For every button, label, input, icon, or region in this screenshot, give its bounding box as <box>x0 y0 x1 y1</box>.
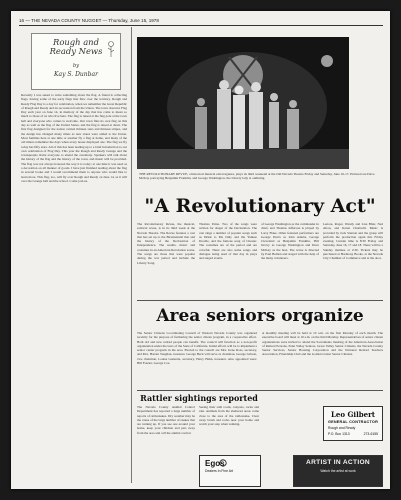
ad-gilbert-address: Rough and Ready <box>328 426 356 430</box>
ad-artist-in-action <box>293 455 383 487</box>
ad-gilbert-box: P.O. Box 1313 <box>328 432 350 436</box>
flower-icon <box>106 40 116 58</box>
page-header: 16 — THE NEVADA COUNTY NUGGET — Thursday, June 15, 1978 <box>19 18 159 23</box>
column-art-header <box>31 33 121 90</box>
ad-art-sub: Watch the artist at work <box>320 469 356 473</box>
header-rule <box>19 25 383 26</box>
column-author: Kay S. Dunbar <box>54 71 98 78</box>
stage-photo <box>137 37 349 169</box>
headline-revolutionary-act: "A Revolutionary Act" <box>144 195 376 217</box>
headline-rattler-sightings: Rattler sightings reported <box>140 393 258 403</box>
column-byline: by <box>72 63 80 69</box>
ad-egos-logo-icon <box>219 459 227 467</box>
ad-egos-tagline: Dealers In Fine Art <box>205 469 234 473</box>
headline-area-seniors: Area seniors organize <box>156 306 364 326</box>
story1-col2: Thomas Paine. Two of the songs were written for singer of the Declaration. The cast sings a number of popular songs such as Drink to Me Only and the Yankee Doodle, and the famous song of Chester. The costumes are of the period and are colorful. There are also some songs and dialogue being used of that day in plays and staged events. <box>199 222 257 261</box>
story3-col1: The Nevada County Animal Control Department has reported a large number of reports of rattlesnakes. Dry weather may be the cause of the large number of snakes that are turning up. If you see one around your home, keep your children and pets away from the area and call the animal control. <box>137 405 195 435</box>
column-body: Recently I was asked to write something about the flag. A friend is collecting flags, having some of the early flags that flew over the territory. Rough and Ready Flag Day is a day for celebration, when we remember the Great Republic of Rough and Ready and its seccession from the Union. The town observes Flag Day each year on June 14, in memory of the day that has come to mean so much to those of us who live here. The flag is raised at the flag pole at the town hall and everyone who comes is welcome. Our town flies its own flag on this day as well as the flag of the United States, and the flag is raised at dawn. The first flag designed for the nation carried thirteen stars and thirteen stripes, and the design has changed many times as new states were added to the Union. Most families here at one time or another fly a flag at home, and many of the old timers remember the days when every house displayed one. The flag we fly today has fifty stars. All of this has been leading up to a brief introduction to our own celebration of Flag Day. This year the Rough and Ready Grange and the townspeople invite everyone to attend the ceremony. Speakers will talk about the history of the flag and the history of the town, and music will be provided. The flag was not always honored the way it is today; at one time it was used as a decoration on all manner of goods. I have just finished reading about the flag in several books and I would recommend them to anyone who would like to learn more. This flag, too, will fly over Rough and Ready on June 14, as it will over the Grange hall and the school. Come join us. <box>21 93 127 183</box>
ad-egos <box>199 455 261 487</box>
section-rule <box>137 300 383 301</box>
column-art-title-line1: Rough and <box>53 37 99 47</box>
ad-egos-logo: Egos <box>205 459 225 468</box>
photo-caption: THE REVOLUTIONARY REVUE, a historical musical extravaganza, plays its third weekend at the Old Nevada Theatre Friday and Saturday, June 16-17. Pictured are Dave McKay portraying Benjamin Franklin, and George Washington, the Liberty lady is outlining. <box>139 172 375 181</box>
column-art-title-line2: Ready News <box>49 46 103 56</box>
ad-gilbert-sub: GENERAL CONTRACTOR <box>327 420 379 424</box>
newspaper-page <box>11 11 390 489</box>
stage-scene-image <box>137 37 349 169</box>
ad-gilbert-phone: 273-6155 <box>363 432 378 436</box>
story2-col1: The Senior Citizens Coordinating Council of Western Nevada County was organized recently for the purpose of furthering the senior citizen program, in a cooperative effort. Both old and new retired people can benefit. The council will function as a non-profit organization under the laws of the State of California. Initial efforts will be to implement a senior center program in the area. Elected to the council are Mrs. Irene Ross, secretary, and Mrs. Harriet Vaughan, treasurer. George Beck will serve as chairman, George Gibson, vice chairman, Louise Guzzetta, secretary, Harry Hahn, treasurer. Also appointed were: Bill Frazier, George Coe. <box>137 331 257 366</box>
story3-col2: Seeing their stall roads, canyons, rocks and rain. Animals from the sheltered areas come close to the area of the rattlesnake. Clear away brush and rocks near your home and watch your step when walking. <box>199 405 259 427</box>
ad-art-title: ARTIST IN ACTION <box>306 459 370 466</box>
column-divider <box>131 27 132 483</box>
story2-col2: A monthly meeting will be held at 10 a.m. on the first Monday of each month. The executive board will meet at 10 a.m. on the third Monday. Representatives of senior citizen organizations were invited to attend the Sacramento meeting of the American Association of Retired Persons, Penn Valley Seniors, Grass Valley Senior Citizens, the Nevada County Senior Services, Senior Housing Corporation and the National Retired Teachers Association, Friendship Club and the Golden Center Senior Citizens. <box>262 331 383 357</box>
story1-col1: The Revolutionary Revue, the musical, satirical revue, is in its third week at the Nevada Theatre. The Revue features a cast that has set up to the Bicentennial that and the history of the Declaration of Independence. The results, music and costumes in an American Revolution scene. The songs are those that were popular during the war period and include the Liberty Song. <box>137 222 195 265</box>
section-rule-2 <box>137 390 383 391</box>
story1-col3: of George Washington as the commander in chief, and Thomas Jefferson is played by Larry Fiske. Other featured performers are George Davis as John Adams, George Cleveland as Benjamin Franklin, Phil Ozovy as George Washington and Dave McKay as the host. The revue is directed by Paul Belden and staged with the help of the many volunteers. <box>261 222 319 261</box>
ad-leo-gilbert <box>323 406 383 441</box>
story1-col4: Lenore, Roger, Wendy and Lisa Blair, Ned Alton, and Karen Chartrelli. Music is provided by Jack Stanton and the group will perform the production again this Friday evening. Curtain time is 8:30 Friday and Saturday, June 16, 17 and 18. There will be a Sunday matinee at 2:30. Tickets may be purchased at Harmony Books, at the Nevada City Chamber of Commerce and at the door. <box>323 222 383 261</box>
ad-gilbert-name: Leo Gilbert <box>330 410 376 419</box>
